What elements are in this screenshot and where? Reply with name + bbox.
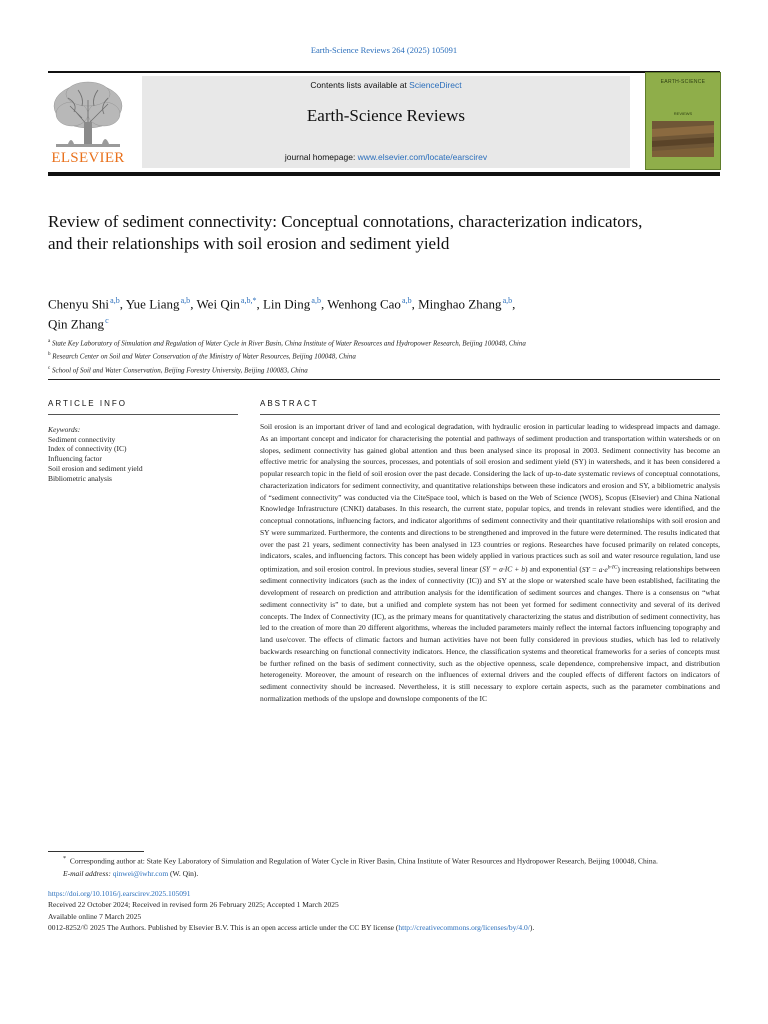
abstract-paragraph: Soil erosion is an important driver of land and ecological degradation, with hydraulic erosion in particular leading to widespread impacts and damage. As an important concept and indicator for characterising the potential and pathways of sediment production and transportation within watersheds or on slopes, sediment connectivity has gained global attention and thus been analysed since its proposal in 2003. Sediment connectivity has become an effective metric for analysing the sources, processes, and potentials of soil erosion and sediment yield (SY) in watersheds, and it has been considered a popular research topic in the field of soil erosion over the past decade. Considering the lack of up-to-date systematic reviews of conceptual connotations, characterization indicators for sediment connectivity, and quantitative relationships between these indicators and erosion and SY, a bibliometric analysis of “sediment connectivity” was conducted via the CiteSpace tool, which is based on the Web of Science (WOS), Scopus (Elsevier) and China National Knowledge Infrastructure (CNKI) databases. In this research, the current state, popular topics, and trends in relevant studies were identified, and the conceptual connotations, influencing factors, and indicator algorithms of sediment connectivity and their quantitative relationships with soil erosion and SY were summarized. Furthermore, the contents and directions to be strengthened and improved in the future were determined. The results indicated that over the past 21 years, sediment connectivity has been analysed in 123 countries or regions. Researches have focused primarily on related concepts, indicators, scales, and influencing factors. This concept has been widely applied in various practices such as soil and water resource regulation, land use optimization, and soil erosion control. In previous studies, several linear (SY = a·IC + b) and exponential $(SY = a\cdot e^{b\cdot IC})$ increasing relationships between sediment connectivity indicators (such as the index of connectivity (IC)) and SY at the slope or watershed scale have been established, facilitating the development of research on prediction and attribution analysis for the identification of sediment sources and changes. There is a consensus on “what sediment connectivity is” to date, but a unified and complete system has not been yet formed for sediment connectivity and several of its derived concepts. The Index of Connectivity (IC), as the primary means for quantitatively characterizing the status and distribution of sediment connectivity, has led to the creation of more than 20 different algorithms, whereas the included parameters mainly reflect the internal factors influencing topography and land use/cover. The effects of climatic factors and human activities have not been fully considered in previous studies, which has led to relatively backwards researching on functional connectivity indicators. Hence, the classification systems and theoretical frameworks for a series of concepts must be further refined on the basis of sediment connectivity, such as the objective openness, scale dependence, comprehensive impact, and distribution heterogeneity. Moreover, the amount of research on the influences of external drivers and the coupled effects of different factors on indicators of sediment connectivity should be increased. Nevertheless, it is still necessary to explore certain aspects, such as the parameter combinations and normalization methods of the upslope and downslope components of the IC [260,422,720,703]
keyword-item: Soil erosion and sediment yield [48,463,143,473]
author-affiliation-mark[interactable]: a,b [311,296,321,305]
keyword-item: Index of connectivity (IC) [48,444,127,454]
abstract-heading: ABSTRACT [260,399,319,408]
article-info-heading: ARTICLE INFO [48,399,127,408]
received-dates: Received 22 October 2024; Received in revised form 26 February 2025; Accepted 1 March 2025 [48,900,339,909]
keyword-item: Influencing factor [48,454,102,464]
section-divider [48,379,720,380]
author-affiliation-mark[interactable]: a,b [180,296,191,305]
author-name: Yue Liang [125,296,180,312]
author-name: Wei Qin [196,296,240,312]
email-line: E-mail address: qinwei@iwhr.com (W. Qin). [63,869,199,878]
masthead-bottom-rule [48,172,720,176]
author-list: Chenyu Shi $^{a,b}$, Yue Liang $^{a,b}$, Wei Qin $^{a,b,*}$, Lin Ding $^{a,b}$, Wenhong Cao $^{a,b}$, Minghao Zhang $^{a,b}$, Qin Zhang $^c$ [48,296,516,332]
author-name: Qin Zhang [48,316,104,332]
author-affiliation-mark[interactable]: a,b [402,296,412,305]
journal-title: Earth-Science Reviews [306,106,466,125]
author-name: Wenhong Cao [327,296,401,312]
author-name: Chenyu Shi [48,296,110,312]
article-info-rule [48,414,238,415]
masthead-top-rule [48,71,720,73]
journal-reference[interactable]: Earth-Science Reviews 264 (2025) 105091 [310,45,458,55]
author-affiliation-mark[interactable]: a,b [110,296,120,305]
abstract-rule [260,414,720,415]
contents-prefix: Contents lists available at [310,80,410,90]
abstract-body [260,421,720,705]
affiliations [48,336,728,376]
license-line: 0012-8252/© 2025 The Authors. Published by Elsevier B.V. This is an open access article under the CC BY license (http://creativecommons.org/licenses/by/4.0/). [48,923,535,932]
license-link[interactable]: http://creativecommons.org/licenses/by/4.0/ [398,923,530,932]
journal-cover-thumbnail[interactable] [645,72,721,170]
cover-title: EARTH-SCIENCE [660,79,706,85]
keyword-item: Bibliometric analysis [48,473,112,483]
footnotes [48,853,728,934]
author-affiliation-mark[interactable]: c [105,316,109,326]
keywords-label: Keywords: [48,425,81,434]
author-name: Minghao Zhang [418,296,502,312]
linear-equation: SY = a·IC + b [482,564,526,574]
email-link[interactable]: qinwei@iwhr.com [112,869,169,878]
available-online: Available online 7 March 2025 [48,911,142,921]
homepage-link[interactable]: www.elsevier.com/locate/earscirev [357,152,488,162]
author-affiliation-mark[interactable]: a,b,* [240,296,257,305]
contents-line [142,80,630,90]
cover-subtitle: REVIEWS [673,111,693,116]
corresponding-author-note: * Corresponding author at: State Key Laboratory of Simulation and Regulation of Water Cycle in River Basin, China Institute of Water Resources and Hydropower Research, Beijing 100048, China. [63,855,658,866]
keyword-item: Sediment connectivity [48,434,116,444]
affiliation-item: $^a$ State Key Laboratory of Simulation and Regulation of Water Cycle in River Basin, China Institute of Water Resources and Hydropower Research, Beijing 100048, China [48,339,526,348]
cover-rock-image [652,121,714,157]
doi-link[interactable]: https://doi.org/10.1016/j.earscirev.2025.105091 [48,888,191,898]
keywords-block [48,425,228,483]
author-affiliation-mark[interactable]: a,b [502,296,513,305]
affiliation-item: $^b$ Research Center on Soil and Water Conservation of the Ministry of Water Resources, Beijing 100048, China [48,352,356,361]
affiliation-item: $^c$ School of Soil and Water Conservation, Beijing Forestry University, Beijing 100083, China [48,365,308,374]
elsevier-wordmark[interactable]: ELSEVIER [51,150,125,166]
exponential-equation: SY = $a\cdot e^{b\cdot IC}$ [581,564,618,574]
publication-info [48,888,728,934]
article-title: Review of sediment connectivity: Conceptual connotations, characterization indicators, and their relationships with soil erosion and sediment yield [48,212,643,253]
sciencedirect-link[interactable]: ScienceDirect [409,80,462,90]
footnote-rule [48,851,144,852]
homepage-line [142,152,630,162]
homepage-prefix: journal homepage: [284,152,358,162]
author-name: Lin Ding [262,296,311,312]
